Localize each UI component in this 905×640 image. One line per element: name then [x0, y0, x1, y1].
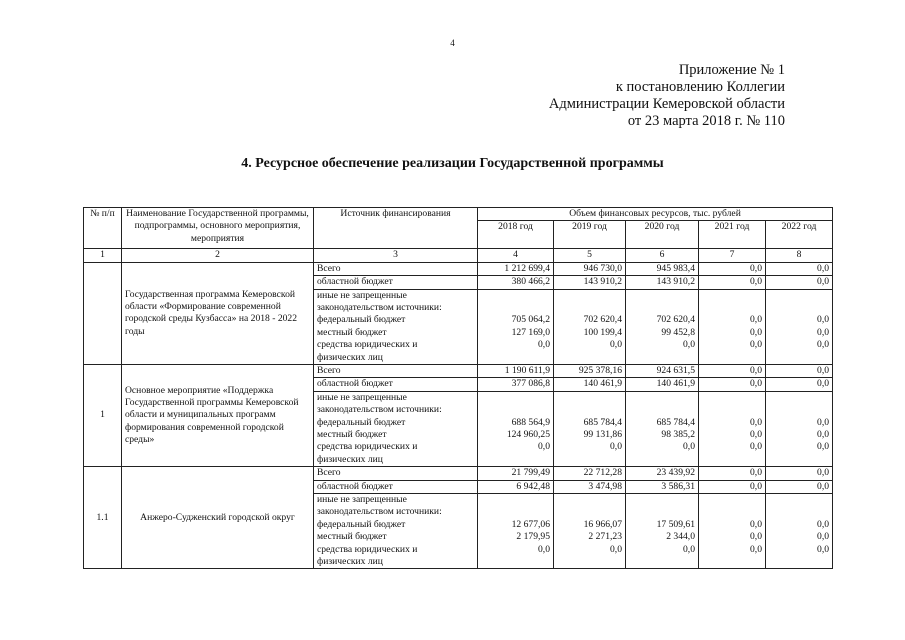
table-row-total — [84, 364, 833, 377]
source-other: законодательством источники: — [317, 506, 442, 518]
value-federal: 705 064,2 — [511, 314, 550, 326]
header-row — [84, 208, 833, 221]
appendix-line: от 23 марта 2018 г. № 110 — [627, 113, 785, 129]
header-year: 2021 год — [699, 221, 766, 249]
value-legal: 0,0 — [750, 441, 762, 453]
value-local: 2 344,0 — [666, 531, 695, 543]
table-row-total — [84, 467, 833, 480]
value-regional: 3 474,98 — [554, 480, 626, 493]
source-regional: областной бюджет — [314, 378, 478, 391]
column-number-row — [84, 249, 833, 262]
value-local: 0,0 — [750, 428, 762, 440]
column-number: 5 — [554, 249, 626, 262]
value-legal: 0,0 — [750, 543, 762, 555]
value-other-block — [626, 289, 699, 364]
value-local: 0,0 — [817, 531, 830, 543]
header-name: Наименование Государственной программы, подпрограммы, основного мероприятия, мероприятия — [122, 208, 314, 249]
value-legal: 0,0 — [538, 543, 550, 555]
value-regional: 143 910,2 — [626, 276, 699, 289]
value-federal: 0,0 — [817, 314, 830, 326]
value-total: 22 712,28 — [554, 467, 626, 480]
source-federal: федеральный бюджет — [317, 314, 406, 326]
value-legal: 0,0 — [817, 441, 830, 453]
value-legal: 0,0 — [538, 339, 550, 351]
value-total: 924 631,5 — [626, 364, 699, 377]
source-legal: физических лиц — [317, 453, 383, 465]
value-local: 0,0 — [817, 326, 830, 338]
source-legal: физических лиц — [317, 351, 383, 363]
value-regional: 3 586,31 — [626, 480, 699, 493]
value-other-block — [766, 289, 833, 364]
value-regional: 0,0 — [766, 378, 833, 391]
value-legal: 0,0 — [610, 543, 622, 555]
source-total: Всего — [314, 262, 478, 275]
source-legal: средства юридических и — [317, 441, 418, 453]
source-other: иные не запрещенные — [317, 493, 407, 505]
source-local: местный бюджет — [317, 326, 387, 338]
column-number: 8 — [766, 249, 833, 262]
value-total: 0,0 — [699, 467, 766, 480]
value-other-block — [699, 391, 766, 466]
value-federal: 0,0 — [817, 518, 830, 530]
header-year: 2018 год — [478, 221, 554, 249]
header-year: 2020 год — [626, 221, 699, 249]
value-other-block — [626, 493, 699, 568]
value-other-block — [478, 391, 554, 466]
value-local: 99 131,86 — [583, 428, 622, 440]
value-local: 0,0 — [750, 326, 762, 338]
source-legal: средства юридических и — [317, 543, 418, 555]
value-federal: 702 620,4 — [583, 314, 622, 326]
value-local: 127 169,0 — [511, 326, 550, 338]
source-other-block — [314, 391, 478, 466]
source-federal: федеральный бюджет — [317, 518, 406, 530]
value-regional: 380 466,2 — [478, 276, 554, 289]
value-legal: 0,0 — [683, 543, 695, 555]
source-other: иные не запрещенные — [317, 391, 407, 403]
appendix-line: к постановлению Коллегии — [615, 79, 785, 95]
column-number: 1 — [84, 249, 122, 262]
source-local: местный бюджет — [317, 428, 387, 440]
value-federal: 0,0 — [750, 416, 762, 428]
column-number: 6 — [626, 249, 699, 262]
value-local: 2 179,95 — [516, 531, 550, 543]
header-year: 2019 год — [554, 221, 626, 249]
column-number: 7 — [699, 249, 766, 262]
value-total: 1 190 611,9 — [478, 364, 554, 377]
value-total: 0,0 — [766, 467, 833, 480]
value-federal: 685 784,4 — [583, 416, 622, 428]
value-local: 2 271,23 — [588, 531, 622, 543]
value-legal: 0,0 — [610, 339, 622, 351]
item-name: Государственная программа Кемеровской области «Формирование современной городской среды Кузбасса» на 2018 - 2022 годы — [122, 262, 314, 364]
source-other: законодательством источники: — [317, 404, 442, 416]
source-other: иные не запрещенные — [317, 289, 407, 301]
source-regional: областной бюджет — [314, 276, 478, 289]
value-other-block — [554, 493, 626, 568]
source-federal: федеральный бюджет — [317, 416, 406, 428]
source-total: Всего — [314, 467, 478, 480]
value-local: 0,0 — [817, 428, 830, 440]
header-source: Источник финансирования — [314, 208, 478, 249]
source-total: Всего — [314, 364, 478, 377]
value-total: 23 439,92 — [626, 467, 699, 480]
value-total: 0,0 — [699, 364, 766, 377]
appendix-line: Администрации Кемеровской области — [548, 96, 785, 112]
header-num: № п/п — [84, 208, 122, 249]
item-number: 1.1 — [84, 467, 122, 569]
value-other-block — [766, 391, 833, 466]
value-total: 945 983,4 — [626, 262, 699, 275]
resource-table — [83, 207, 833, 569]
value-federal: 702 620,4 — [656, 314, 695, 326]
source-legal: средства юридических и — [317, 339, 418, 351]
page-number: 4 — [450, 38, 455, 48]
value-regional: 0,0 — [699, 276, 766, 289]
source-regional: областной бюджет — [314, 480, 478, 493]
value-other-block — [699, 493, 766, 568]
value-total: 0,0 — [766, 364, 833, 377]
value-legal: 0,0 — [683, 339, 695, 351]
value-legal: 0,0 — [610, 441, 622, 453]
column-number: 4 — [478, 249, 554, 262]
column-number: 2 — [122, 249, 314, 262]
column-number: 3 — [314, 249, 478, 262]
value-regional: 377 086,8 — [478, 378, 554, 391]
item-number — [84, 262, 122, 364]
value-total: 925 378,16 — [554, 364, 626, 377]
value-other-block — [554, 289, 626, 364]
value-legal: 0,0 — [750, 339, 762, 351]
table-row-total — [84, 262, 833, 275]
value-federal: 17 509,61 — [656, 518, 695, 530]
value-federal: 0,0 — [817, 416, 830, 428]
value-regional: 140 461,9 — [626, 378, 699, 391]
value-regional: 0,0 — [766, 276, 833, 289]
source-other-block — [314, 493, 478, 568]
value-other-block — [478, 493, 554, 568]
header-year: 2022 год — [766, 221, 833, 249]
item-name: Анжеро-Судженский городской округ — [122, 467, 314, 569]
value-other-block — [478, 289, 554, 364]
value-local: 98 385,2 — [661, 428, 695, 440]
source-legal: физических лиц — [317, 555, 383, 567]
value-local: 0,0 — [750, 531, 762, 543]
value-total: 1 212 699,4 — [478, 262, 554, 275]
item-name: Основное мероприятие «Поддержка Государственной программы Кемеровской области и муниципальных программ формирования современной городской среды» — [122, 364, 314, 466]
value-total: 0,0 — [699, 262, 766, 275]
value-federal: 0,0 — [750, 314, 762, 326]
value-local: 99 452,8 — [661, 326, 695, 338]
source-other: законодательством источники: — [317, 302, 442, 314]
value-regional: 140 461,9 — [554, 378, 626, 391]
value-regional: 6 942,48 — [478, 480, 554, 493]
value-federal: 12 677,06 — [511, 518, 550, 530]
item-number: 1 — [84, 364, 122, 466]
source-other-block — [314, 289, 478, 364]
value-federal: 0,0 — [750, 518, 762, 530]
value-regional: 143 910,2 — [554, 276, 626, 289]
value-other-block — [699, 289, 766, 364]
value-legal: 0,0 — [817, 543, 830, 555]
value-local: 124 960,25 — [506, 428, 550, 440]
value-local: 100 199,4 — [583, 326, 622, 338]
value-other-block — [626, 391, 699, 466]
appendix-block — [455, 62, 785, 130]
header-volume: Объем финансовых ресурсов, тыс. рублей — [478, 208, 833, 221]
value-total: 21 799,49 — [478, 467, 554, 480]
value-legal: 0,0 — [538, 441, 550, 453]
value-total: 946 730,0 — [554, 262, 626, 275]
appendix-line: Приложение № 1 — [678, 62, 785, 78]
value-legal: 0,0 — [683, 441, 695, 453]
value-regional: 0,0 — [699, 480, 766, 493]
source-local: местный бюджет — [317, 531, 387, 543]
value-other-block — [554, 391, 626, 466]
value-regional: 0,0 — [699, 378, 766, 391]
value-other-block — [766, 493, 833, 568]
value-federal: 688 564,9 — [511, 416, 550, 428]
value-federal: 16 966,07 — [583, 518, 622, 530]
value-regional: 0,0 — [766, 480, 833, 493]
value-legal: 0,0 — [817, 339, 830, 351]
value-federal: 685 784,4 — [656, 416, 695, 428]
section-heading: 4. Ресурсное обеспечение реализации Государственной программы — [241, 156, 664, 171]
value-total: 0,0 — [766, 262, 833, 275]
